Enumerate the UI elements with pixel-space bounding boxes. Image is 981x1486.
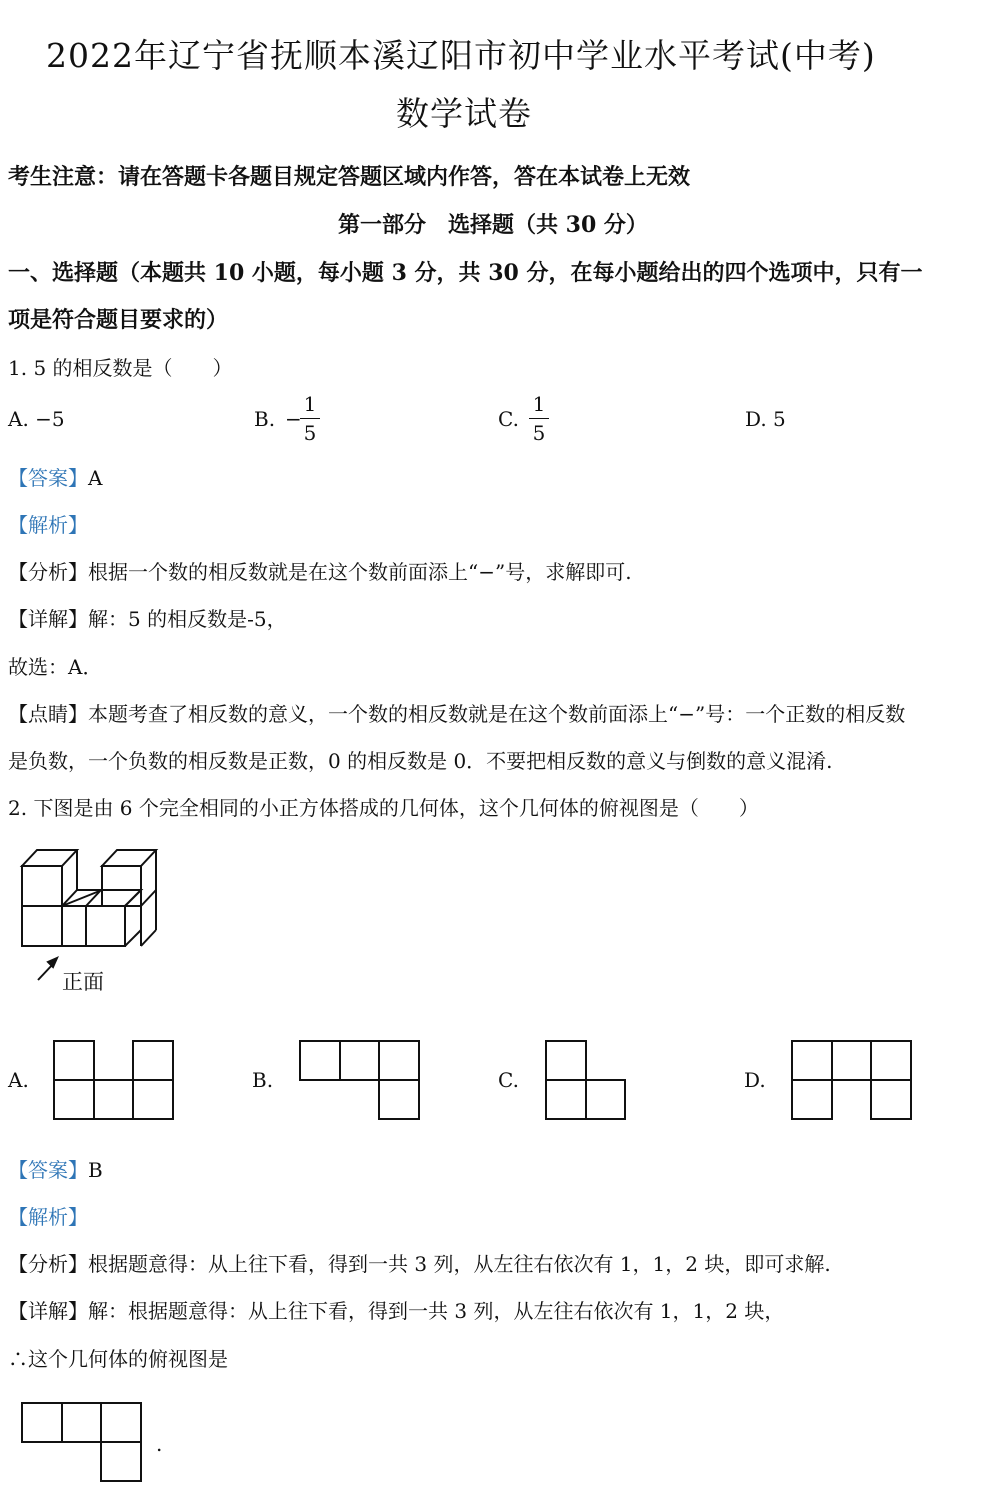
q2-final-period: . bbox=[156, 1432, 163, 1456]
answer-value: A bbox=[88, 466, 103, 490]
option-a-grid bbox=[54, 1041, 173, 1119]
exam-notice: 考生注意：请在答题卡各题目规定答题区域内作答，答在本试卷上无效 bbox=[8, 164, 691, 190]
grid-cell bbox=[379, 1080, 419, 1119]
grid-cell bbox=[101, 1403, 141, 1442]
fraction-numerator: 1 bbox=[303, 392, 317, 416]
q2-option-c-label: C. bbox=[498, 1068, 519, 1092]
q1-guxuan: 故选：A． bbox=[8, 655, 103, 679]
q2-therefore: ∴这个几何体的俯视图是 bbox=[8, 1347, 228, 1371]
answer-value: B bbox=[88, 1158, 103, 1182]
section1-heading-line2: 项是符合题目要求的） bbox=[8, 307, 229, 333]
q1-analysis-tag: 【解析】 bbox=[8, 513, 88, 537]
grid-cell bbox=[94, 1080, 133, 1119]
answer-tag: 【答案】 bbox=[8, 1158, 88, 1182]
grid-cell bbox=[101, 1442, 141, 1481]
option-d-grid bbox=[792, 1041, 911, 1119]
q2-stem: 2. 下图是由 6 个完全相同的小正方体搭成的几何体，这个几何体的俯视图是（ ） bbox=[8, 796, 759, 820]
front-label: 正面 bbox=[62, 970, 104, 994]
grid-cell bbox=[62, 1403, 101, 1442]
answer-top-view-grid bbox=[22, 1403, 141, 1481]
exam-title-line1: 2022年辽宁省抚顺本溪辽阳市初中学业水平考试(中考) bbox=[46, 36, 876, 75]
q2-xiangjie: 【详解】解：根据题意得：从上往下看，得到一共 3 列，从左往右依次有 1，1，2 块， bbox=[8, 1299, 785, 1323]
q1-option-b-label: B. bbox=[254, 407, 276, 431]
grid-cell bbox=[871, 1041, 911, 1080]
q2-option-a-label: A. bbox=[8, 1068, 29, 1092]
q2-analysis-tag: 【解析】 bbox=[8, 1205, 88, 1229]
part1-heading: 第一部分 选择题（共 30 分） bbox=[338, 212, 648, 238]
grid-cell bbox=[871, 1080, 911, 1119]
q1-dianjing-line2: 是负数，一个负数的相反数是正数，0 的相反数是 0．不要把相反数的意义与倒数的意义混淆. bbox=[8, 749, 833, 773]
q2-option-b-label: B. bbox=[252, 1068, 274, 1092]
q2-answer bbox=[8, 1154, 103, 1183]
grid-cell bbox=[54, 1041, 94, 1080]
q1-option-d: D. 5 bbox=[745, 407, 786, 431]
grid-cell bbox=[546, 1041, 586, 1080]
option-b-grid bbox=[300, 1041, 419, 1119]
fraction-denominator: 5 bbox=[532, 421, 546, 445]
q1-dianjing-line1: 【点睛】本题考查了相反数的意义，一个数的相反数就是在这个数前面添上“−”号：一个正数的相反数 bbox=[8, 702, 906, 726]
grid-cell bbox=[586, 1080, 625, 1119]
grid-cell bbox=[133, 1041, 173, 1080]
q1-option-b-sign: − bbox=[285, 407, 302, 431]
q1-stem: 1. 5 的相反数是（ ） bbox=[8, 356, 233, 380]
grid-cell bbox=[133, 1080, 173, 1119]
q1-option-a: A. −5 bbox=[8, 407, 65, 431]
option-c-grid bbox=[546, 1041, 625, 1119]
grid-cell bbox=[792, 1080, 832, 1119]
grid-cell bbox=[546, 1080, 586, 1119]
q1-xiangjie: 【详解】解：5 的相反数是-5， bbox=[8, 607, 287, 631]
grid-cell bbox=[54, 1080, 94, 1119]
q2-option-d-label: D. bbox=[744, 1068, 766, 1092]
exam-title-line2: 数学试卷 bbox=[396, 94, 532, 133]
answer-tag: 【答案】 bbox=[8, 466, 88, 490]
fraction-numerator: 1 bbox=[532, 392, 546, 416]
grid-cell bbox=[379, 1041, 419, 1080]
grid-cell bbox=[832, 1041, 871, 1080]
grid-cell bbox=[300, 1041, 340, 1080]
section1-heading-line1: 一、选择题（本题共 10 小题，每小题 3 分，共 30 分，在每小题给出的四个选项中，只有一 bbox=[8, 260, 923, 286]
grid-cell bbox=[340, 1041, 379, 1080]
grid-cell bbox=[792, 1041, 832, 1080]
fraction-denominator: 5 bbox=[303, 421, 317, 445]
q1-fenxi: 【分析】根据一个数的相反数就是在这个数前面添上“−”号，求解即可. bbox=[8, 560, 632, 584]
q2-fenxi: 【分析】根据题意得：从上往下看，得到一共 3 列，从左往右依次有 1，1，2 块，即可求解. bbox=[8, 1252, 831, 1276]
q1-option-c-label: C. bbox=[498, 407, 519, 431]
grid-cell bbox=[22, 1403, 62, 1442]
